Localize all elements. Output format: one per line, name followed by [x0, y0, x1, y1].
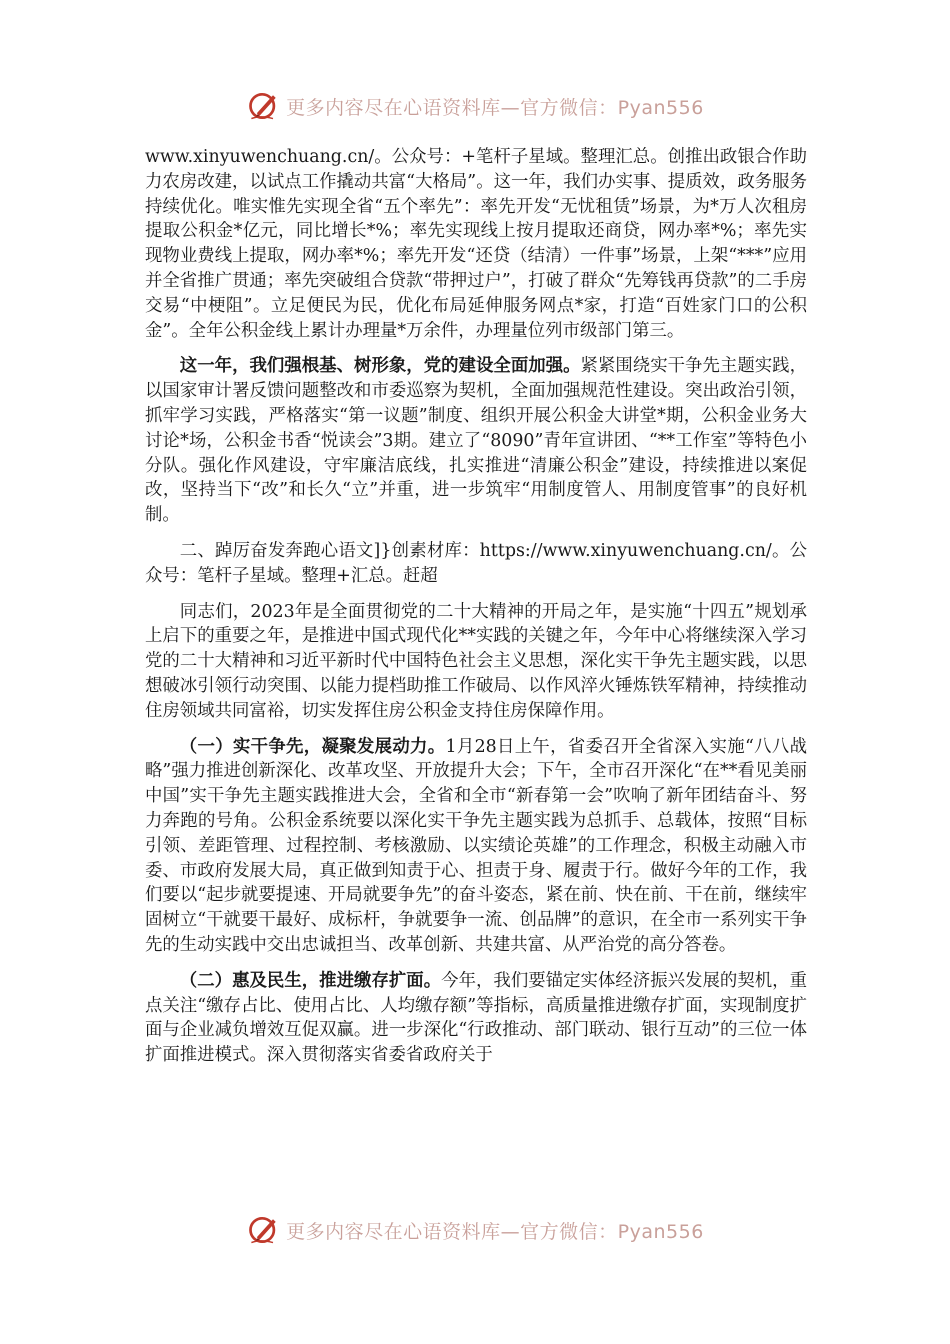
paragraph-6-text: 今年，我们要锚定实体经济振兴发展的契机，重点关注“缴存占比、使用占比、人均缴存额”等指标，高质量推进缴存扩面，实现制度扩面与企业减负增效互促双赢。进一步深化“行政推动、部门联动、银行互动”的三位一体扩面推进模式。深入贯彻落实省委省政府关于: [145, 970, 807, 1066]
paragraph-2: [145, 354, 807, 528]
paragraph-1: www.xinyuwenchuang.cn/。公众号：+笔杆子星域。整理汇总。创推出政银合作助力农房改建，以试点工作撬动共富“大格局”。这一年，我们办实事、提质效，政务服务持续优化。唯实惟先实现全省“五个率先”：率先开发“无忧租赁”场景，为*万人次租房提取公积金*亿元，同比增长*%；率先实现线上按月提取还商贷，网办率*%；率先实现物业费线上提取，网办率*%；率先开发“还贷（结清）一件事”场景，上架“***”应用并全省推广贯通；率先突破组合贷款“带押过户”，打破了群众“先筹钱再贷款”的二手房交易“中梗阻”。立足便民为民，优化布局延伸服务网点*家，打造“百姓家门口的公积金”。全年公积金线上累计办理量*万余件，办理量位列市级部门第三。: [145, 147, 807, 341]
paragraph-6: [145, 969, 807, 1068]
pen-seal-logo-icon: [246, 1212, 282, 1248]
footer-banner: [0, 1210, 950, 1250]
document-body: [145, 145, 807, 1079]
paragraph-5-lead: （一）实干争先，凝聚发展动力。: [179, 736, 446, 757]
paragraph-6-lead: （二）惠及民生，推进缴存扩面。: [179, 970, 442, 991]
paragraph-4: 同志们，2023年是全面贯彻党的二十大精神的开局之年，是实施“十四五”规划承上启下的重要之年，是推进中国式现代化**实践的关键之年，今年中心将继续深入学习党的二十大精神和习近平新时代中国特色社会主义思想，深化实干争先主题实践，以思想破冰引领行动突围、以能力提档助推工作破局、以作风淬火锤炼铁军精神，持续推动住房领域共同富裕，切实发挥住房公积金支持住房保障作用。: [145, 601, 807, 721]
section-heading-2: 二、踔厉奋发奔跑心语文]}创素材库：https://www.xinyuwenchuang.cn/。公众号：笔杆子星域。整理+汇总。赶超: [145, 540, 807, 586]
header-banner: [0, 86, 950, 126]
header-banner-text: 更多内容尽在心语资料库—官方微信：Pyan556: [286, 96, 704, 119]
paragraph-5: [145, 735, 807, 958]
pen-seal-logo-icon: [246, 88, 282, 124]
paragraph-2-lead: 这一年，我们强根基、树形象，党的建设全面加强。: [179, 356, 581, 377]
paragraph-5-text: 1月28日上午，省委召开全省深入实施“八八战略”强力推进创新深化、改革攻坚、开放提升大会；下午，全市召开深化“在**看见美丽中国”实干争先主题实践推进大会，全省和全市“新春第一会”吹响了新年团结奋斗、努力奔跑的号角。公积金系统要以深化实干争先主题实践为总抓手、总载体，按照“目标引领、差距管理、过程控制、考核激励、以实绩论英雄”的工作理念，积极主动融入市委、市政府发展大局，真正做到知责于心、担责于身、履责于行。做好今年的工作，我们要以“起步就要提速、开局就要争先”的奋斗姿态，紧在前、快在前、干在前，继续牢固树立“干就要干最好、成标杆，争就要争一流、创品牌”的意识，在全市一系列实干争先的生动实践中交出忠诚担当、改革创新、共建共富、从严治党的高分答卷。: [145, 736, 807, 955]
footer-banner-text: 更多内容尽在心语资料库—官方微信：Pyan556: [286, 1220, 704, 1243]
paragraph-2-text: 紧紧围绕实干争先主题实践，以国家审计署反馈问题整改和市委巡察为契机，全面加强规范性建设。突出政治引领，抓牢学习实践，严格落实“第一议题”制度、组织开展公积金大讲堂*期，公积金业务大讨论*场，公积金书香“悦读会”3期。建立了“8090”青年宣讲团、“**工作室”等特色小分队。强化作风建设，守牢廉洁底线，扎实推进“清廉公积金”建设，持续推进以案促改，坚持当下“改”和长久“立”并重，进一步筑牢“用制度管人、用制度管事”的良好机制。: [145, 356, 807, 526]
